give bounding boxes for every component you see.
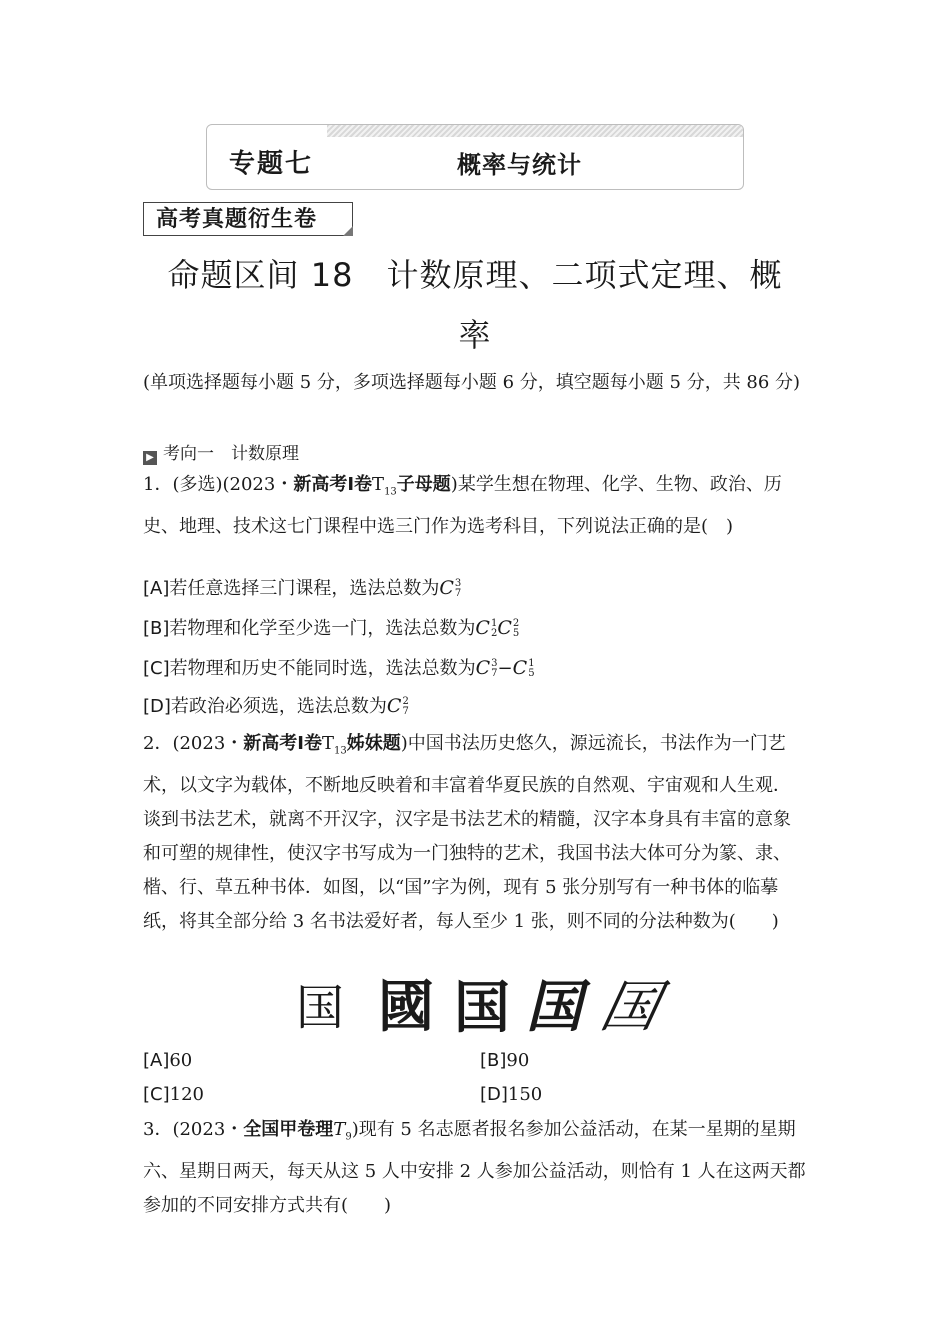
option-label: [D] bbox=[143, 696, 171, 717]
combination-c5-2: C2 5 bbox=[497, 617, 520, 639]
question-3-tsub: 9 bbox=[345, 1131, 352, 1143]
question-1-prefix: (多选)(2023・ bbox=[172, 474, 294, 495]
page-title-continued: 率 bbox=[458, 316, 492, 354]
option-text: 若任意选择三门课程，选法总数为 bbox=[169, 578, 440, 599]
question-1-number: 1． bbox=[143, 474, 173, 495]
question-1-body: )某学生想在物理、化学、生物、政治、历史、地理、技术这七门课程中选三门作为选考科目，下列说法正确的是( ) bbox=[143, 474, 782, 537]
question-3-prefix: (2023・ bbox=[172, 1119, 244, 1140]
calligraphy-clerical-script bbox=[376, 975, 436, 1040]
glyph: 国 bbox=[454, 975, 510, 1041]
option-label: [D] bbox=[480, 1084, 508, 1105]
play-triangle-icon: ▶ bbox=[143, 451, 157, 465]
question-1-source: 新高考Ⅰ卷 bbox=[293, 474, 373, 495]
section-tag bbox=[143, 202, 353, 236]
option-text: 若政治必须选，选法总数为 bbox=[170, 696, 387, 717]
glyph: 國 bbox=[378, 975, 434, 1040]
question-3-number: 3． bbox=[143, 1119, 173, 1140]
question-2-number: 2． bbox=[143, 733, 173, 754]
q1-option-d[interactable] bbox=[143, 692, 409, 718]
glyph: 国 bbox=[595, 975, 666, 1040]
glyph: 国 bbox=[526, 975, 582, 1040]
topic-number: 专题七 bbox=[229, 149, 314, 179]
calligraphy-running-script bbox=[524, 975, 584, 1040]
question-2-kind: 姊妹题 bbox=[346, 733, 401, 754]
q2-option-b[interactable] bbox=[480, 1050, 529, 1071]
question-2-source: 新高考Ⅰ卷 bbox=[243, 733, 322, 754]
question-2-tsub: 13 bbox=[334, 745, 347, 757]
combination-c7-3: C3 7 bbox=[475, 657, 498, 679]
option-value: 150 bbox=[507, 1084, 543, 1105]
question-1-tsub: 13 bbox=[384, 486, 397, 498]
option-value: 60 bbox=[169, 1050, 193, 1071]
option-text: 若物理和历史不能同时选，选法总数为 bbox=[169, 658, 476, 679]
tag-corner-decoration bbox=[343, 226, 353, 236]
question-3-t: T bbox=[333, 1119, 346, 1140]
calligraphy-seal-script bbox=[296, 980, 345, 1036]
glyph: 国 bbox=[296, 980, 345, 1036]
section-heading-text: 考向一 计数原理 bbox=[163, 444, 299, 464]
option-label: [C] bbox=[143, 658, 170, 679]
question-1 bbox=[143, 468, 808, 544]
q2-option-d[interactable] bbox=[480, 1084, 542, 1105]
combination-c5-1: C1 5 bbox=[512, 657, 535, 679]
question-2-prefix: (2023・ bbox=[172, 733, 244, 754]
question-2-body: )中国书法历史悠久，源远流长，书法作为一门艺术，以文字为载体，不断地反映着和丰富着华夏民族的自然观、宇宙观和人生观．谈到书法艺术，就离不开汉字，汉字是书法艺术的精髓，汉字本身具有丰富的意象和可塑的规律性，使汉字书写成为一门独特的艺术，我国书法大体可分为篆、隶、楷、行、草五种书体．如图，以“国”字为例，现有 5 张分别写有一种书体的临摹纸，将其全部分给 3 名书法爱好者，每人至少 1 张，则不同的分法种数为( ) bbox=[143, 733, 791, 932]
question-2 bbox=[143, 727, 808, 939]
q2-option-a[interactable] bbox=[143, 1050, 192, 1071]
option-value: 90 bbox=[506, 1050, 530, 1071]
option-label: [B] bbox=[480, 1050, 507, 1071]
score-intro: (单项选择题每小题 5 分，多项选择题每小题 6 分，填空题每小题 5 分，共 86 分) bbox=[143, 372, 801, 393]
page-title: 命题区间 18 计数原理、二项式定理、概 bbox=[167, 256, 783, 294]
question-3 bbox=[143, 1113, 808, 1223]
combination-c2-1: C1 2 bbox=[475, 617, 498, 639]
option-label: [B] bbox=[143, 618, 170, 639]
calligraphy-cursive-script bbox=[595, 975, 666, 1040]
section-tag-text: 高考真题衍生卷 bbox=[156, 206, 318, 232]
option-value: 120 bbox=[169, 1084, 204, 1105]
q1-option-b[interactable] bbox=[143, 614, 519, 640]
section-heading bbox=[143, 439, 299, 465]
banner-stripe bbox=[327, 125, 743, 137]
question-3-source: 全国甲卷理 bbox=[243, 1119, 334, 1140]
question-1-kind: 子母题 bbox=[396, 474, 451, 495]
option-label: [A] bbox=[143, 1050, 170, 1071]
option-label: [C] bbox=[143, 1084, 170, 1105]
topic-subject: 概率与统计 bbox=[457, 151, 582, 179]
calligraphy-regular-script bbox=[452, 975, 512, 1041]
topic-banner bbox=[206, 124, 744, 190]
combination-c7-3: C3 7 bbox=[439, 577, 462, 599]
q2-option-c[interactable] bbox=[143, 1084, 204, 1105]
option-text: 若物理和化学至少选一门，选法总数为 bbox=[169, 618, 476, 639]
q1-option-a[interactable] bbox=[143, 574, 461, 600]
combination-c7-2: C2 7 bbox=[386, 695, 409, 717]
question-2-t: T bbox=[322, 733, 335, 754]
question-3-body: )现有 5 名志愿者报名参加公益活动，在某一星期的星期六、星期日两天，每天从这 5 人中安排 2 人参加公益活动，则恰有 1 人在这两天都参加的不同安排方式共有( ) bbox=[143, 1119, 806, 1216]
option-label: [A] bbox=[143, 578, 170, 599]
q1-option-c[interactable]: [C]若物理和历史不能同时选，选法总数为C3 7−C1 5 bbox=[143, 657, 535, 679]
question-1-t: T bbox=[372, 474, 385, 495]
